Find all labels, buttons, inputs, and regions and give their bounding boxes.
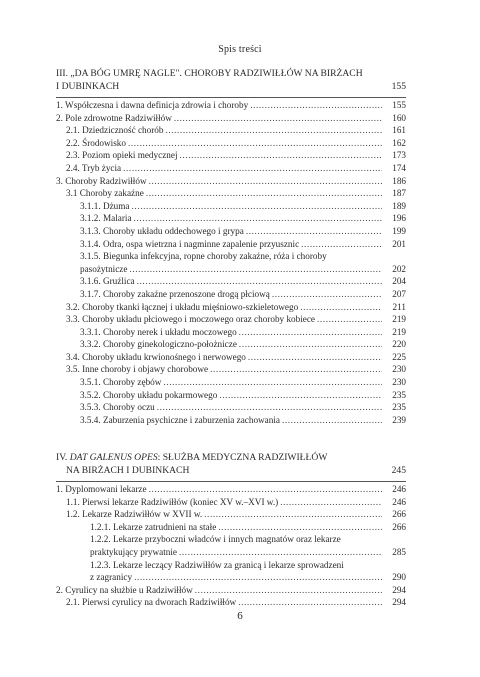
dot-leader [163, 376, 382, 389]
toc-entry [56, 200, 406, 213]
dot-leader [195, 584, 382, 597]
toc-entry [56, 124, 406, 137]
toc-entry [56, 389, 406, 402]
toc-entry-page: 187 [392, 188, 406, 199]
toc-entry-page: 235 [392, 389, 406, 400]
toc-entry-text: 1.2. Lekarze Radziwiłłów w XVII w. [66, 509, 203, 520]
toc-entry-page: 294 [392, 597, 406, 608]
toc-entry-text: 3.5. Inne choroby i objawy chorobowe [66, 364, 209, 375]
dot-leader [129, 263, 382, 276]
toc-entry-page: 161 [392, 125, 406, 136]
chapter-4-toc [56, 483, 406, 609]
toc-entry [56, 376, 406, 389]
toc-entry [56, 363, 406, 376]
chapter-4-page: 245 [391, 464, 406, 476]
toc-entry [56, 483, 406, 496]
toc-entry-text: 1.2.1. Lekarze zatrudnieni na stałe [90, 521, 217, 532]
toc-entry-page: 160 [392, 112, 406, 123]
dot-leader [134, 212, 382, 225]
dot-leader [132, 200, 383, 213]
dot-leader [317, 313, 382, 326]
toc-entry-text: 3.5.3. Choroby oczu [80, 402, 155, 413]
toc-entry-text: 3.5.4. Zaburzenia psychiczne i zaburzenia zachowania [80, 414, 280, 425]
chapter-4-title-italic: DAT GALENUS OPES [69, 452, 158, 463]
toc-entry [56, 313, 406, 326]
toc-entry-page: 230 [392, 377, 406, 388]
running-header: Spis treści [218, 44, 262, 55]
toc-entry-text: 3.3. Choroby układu płciowego i moczowego oraz choroby kobiece [66, 314, 316, 325]
chapter-3-divider [56, 97, 406, 98]
toc-entry [56, 508, 406, 521]
toc-entry-page: 155 [392, 100, 406, 110]
dot-leader [174, 112, 382, 125]
chapter-4-title-rest: : SŁUŻBA MEDYCZNA RADZIWIŁŁÓW [157, 452, 328, 463]
toc-entry [56, 175, 406, 188]
toc-entry [56, 162, 406, 175]
page-number: 6 [237, 610, 243, 622]
dot-leader [239, 326, 382, 339]
toc-entry-text: pasożytnicze [80, 263, 128, 274]
toc-entry [56, 187, 406, 200]
toc-entry [56, 99, 406, 112]
toc-entry [56, 533, 406, 558]
toc-entry-text: 3.1.2. Malaria [80, 213, 132, 224]
toc-entry [56, 338, 406, 351]
toc-entry-text: 3.1.3. Choroby układu oddechowego i grypa [80, 225, 244, 236]
toc-entry-text: 3.3.2. Choroby ginekologiczno-położnicze [80, 339, 237, 350]
toc-entry-page: 186 [392, 175, 406, 186]
toc-entry-page: 204 [392, 276, 406, 287]
toc-entry-page: 246 [392, 484, 406, 494]
dot-leader [157, 401, 382, 414]
toc-entry-text: 3.1.4. Odra, ospa wietrzna i nagminne zapalenie przyusznic [80, 238, 300, 249]
chapter-3-title-line2: I DUBINKACH [56, 80, 120, 92]
toc-entry [56, 559, 406, 584]
toc-entry [56, 301, 406, 314]
dot-leader [238, 596, 382, 609]
toc-entry-text: 3. Choroby Radziwiłłów [56, 175, 147, 186]
dot-leader [128, 137, 382, 150]
toc-entry-page: 225 [392, 351, 406, 362]
toc-entry-text: 2. Pole zdrowotne Radziwiłłów [56, 112, 172, 123]
toc-entry-text: 3.1.5. Biegunka infekcyjna, ropne choroby zakaźne, róża i choroby [80, 251, 327, 262]
toc-entry-text: 3.1.7. Choroby zakaźne przenoszone drogą płciową [80, 288, 270, 299]
toc-entry-page: 173 [392, 150, 406, 161]
toc-entry-text: 3.5.2. Choroby układu pokarmowego [80, 389, 218, 400]
dot-leader [180, 149, 382, 162]
toc-entry-page: 246 [392, 496, 406, 507]
toc-entry-text: 1. Dyplomowani lekarze [56, 484, 147, 494]
chapter-4-heading [56, 452, 406, 478]
toc-entry [56, 238, 406, 251]
dot-leader [210, 363, 382, 376]
chapter-4-divider [56, 481, 406, 482]
toc-entry-text: 2.1. Pierwsi cyrulicy na dworach Radziwiłłów [66, 597, 237, 608]
toc-entry-page: 207 [392, 288, 406, 299]
toc-entry [56, 225, 406, 238]
dot-leader [219, 389, 382, 402]
toc-entry-page: 290 [392, 572, 406, 583]
toc-entry-page: 219 [392, 314, 406, 325]
dot-leader [239, 338, 382, 351]
toc-entry-text: 3.1 Choroby zakaźne [66, 188, 144, 199]
toc-entry-text: 1.2.2. Lekarze przyboczni władców i innych magnatów oraz lekarze [90, 534, 341, 545]
toc-entry [56, 326, 406, 339]
toc-entry-text: 3.5.1. Choroby zębów [80, 377, 162, 388]
toc-entry-page: 199 [392, 225, 406, 236]
toc-entry-text: 2.3. Poziom opieki medycznej [66, 150, 178, 161]
toc-entry-page: 266 [392, 521, 406, 532]
chapter-3-title-line1: III. „DA BÓG UMRĘ NAGLE". CHOROBY RADZIWIŁŁÓW NA BIRŻACH [56, 68, 363, 79]
toc-entry-page: 201 [392, 238, 406, 249]
toc-entry-text: 3.4. Choroby układu krwionośnego i nerwowego [66, 351, 246, 362]
toc-entry-page: 211 [392, 301, 406, 312]
toc-entry-page: 239 [392, 414, 406, 425]
toc-entry-page: 162 [392, 137, 406, 148]
dot-leader [165, 124, 382, 137]
toc-entry-page: 202 [392, 263, 406, 274]
dot-leader [123, 162, 382, 175]
dot-leader [246, 225, 382, 238]
toc-entry-page: 294 [392, 584, 406, 595]
toc-entry [56, 596, 406, 609]
toc-entry-text: 2.2. Środowisko [66, 137, 126, 148]
toc-entry-page: 230 [392, 364, 406, 375]
toc-entry-page: 220 [392, 339, 406, 350]
dot-leader [149, 175, 382, 188]
toc-entry-text: 2.1. Dziedziczność chorób [66, 125, 164, 136]
chapter-3-toc [56, 99, 406, 426]
dot-leader [134, 571, 382, 584]
toc-entry-page: 235 [392, 402, 406, 413]
toc-entry-text: praktykujący prywatnie [90, 546, 177, 557]
toc-entry [56, 137, 406, 150]
toc-entry-text: 3.3.1. Choroby nerek i układu moczowego [80, 326, 237, 337]
toc-entry [56, 496, 406, 509]
toc-entry-text: 1.2.3. Lekarze leczący Radziwiłłów za granicą i lekarze sprowadzeni [90, 559, 344, 570]
toc-entry-text: 3.1.6. Gruźlica [80, 276, 135, 287]
dot-leader [282, 414, 382, 427]
dot-leader [146, 187, 382, 200]
dot-leader [218, 521, 382, 534]
toc-entry [56, 212, 406, 225]
toc-entry-page: 219 [392, 326, 406, 337]
toc-entry [56, 401, 406, 414]
toc-entry [56, 414, 406, 427]
dot-leader [179, 546, 382, 559]
chapter-4-title-prefix: IV. [56, 452, 70, 463]
dot-leader [137, 275, 382, 288]
toc-entry-text: 1.1. Pierwsi lekarze Radziwiłłów (koniec XV w.–XVI w.) [66, 496, 279, 507]
toc-entry-page: 285 [392, 546, 406, 557]
toc-entry-text: z zagranicy [90, 572, 133, 583]
dot-leader [204, 508, 382, 521]
toc-entry-page: 266 [392, 509, 406, 520]
toc-entry [56, 149, 406, 162]
toc-entry-text: 2.4. Tryb życia [66, 162, 122, 173]
toc-entry-text: 1. Współczesna i dawna definicja zdrowia i choroby [56, 100, 249, 110]
toc-entry-page: 196 [392, 213, 406, 224]
chapter-3-page: 155 [391, 80, 406, 92]
toc-entry [56, 275, 406, 288]
toc-entry [56, 351, 406, 364]
toc-entry [56, 521, 406, 534]
dot-leader [301, 238, 382, 251]
toc-entry [56, 112, 406, 125]
dot-leader [149, 483, 382, 496]
dot-leader [248, 351, 382, 364]
chapter-3-heading [56, 68, 406, 94]
toc-entry [56, 584, 406, 597]
dot-leader [250, 99, 382, 112]
dot-leader [280, 496, 382, 509]
toc-entry [56, 250, 406, 275]
toc-entry-text: 3.1.1. Dżuma [80, 200, 130, 211]
chapter-4-title-line2: NA BIRŻACH I DUBINKACH [66, 464, 190, 476]
toc-entry-text: 3.2. Choroby tkanki łącznej i układu mięśniowo-szkieletowego [66, 301, 299, 312]
dot-leader [300, 301, 382, 314]
toc-entry [56, 288, 406, 301]
toc-entry-page: 174 [392, 162, 406, 173]
dot-leader [272, 288, 382, 301]
toc-entry-page: 189 [392, 200, 406, 211]
toc-entry-text: 2. Cyrulicy na służbie u Radziwiłłów [56, 584, 193, 595]
